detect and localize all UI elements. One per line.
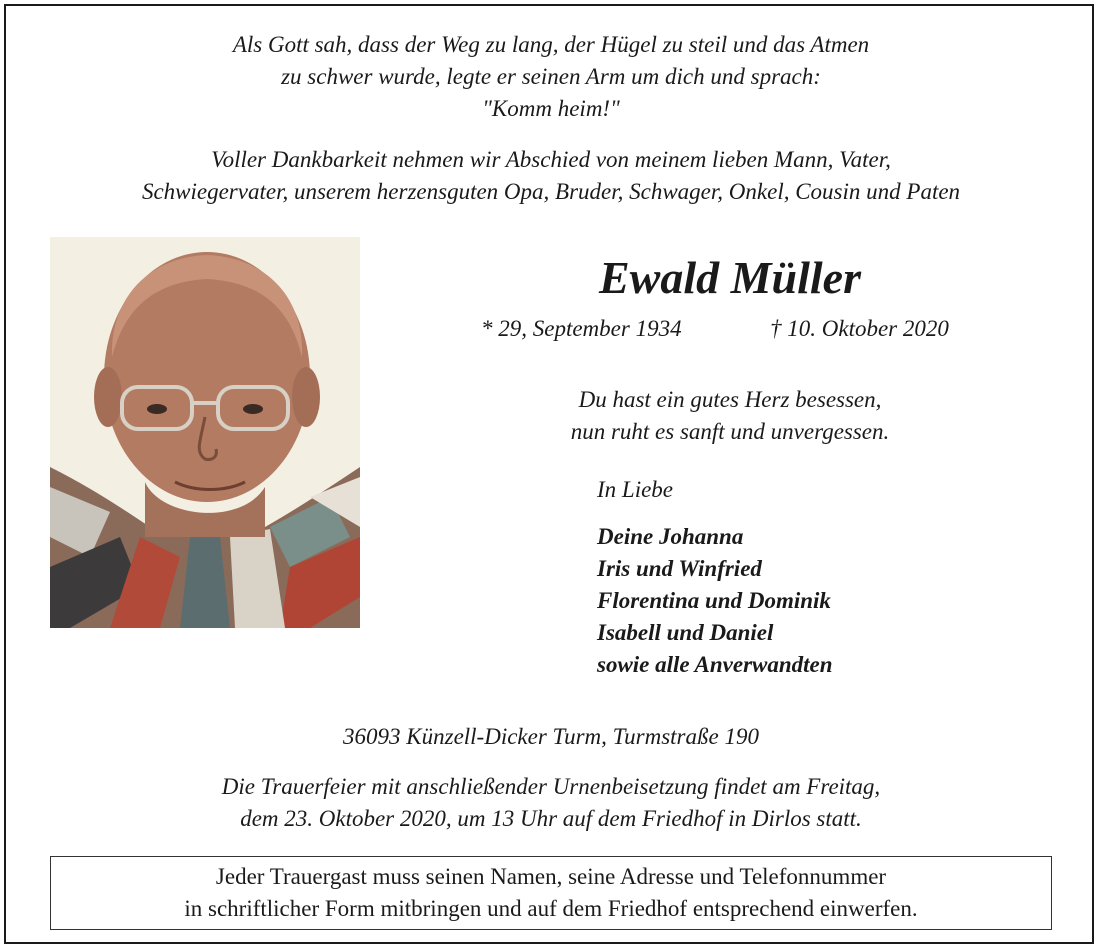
mourner-name: Isabell und Daniel bbox=[597, 620, 774, 645]
family-address: 36093 Künzell-Dicker Turm, Turmstraße 190 bbox=[343, 724, 759, 749]
intro-line-3: "Komm heim!" bbox=[482, 96, 620, 121]
signature-intro: In Liebe bbox=[597, 477, 674, 502]
mourner-name: Iris und Winfried bbox=[597, 556, 762, 581]
intro-line-1: Als Gott sah, dass der Weg zu lang, der Hügel zu steil und das Atmen bbox=[232, 32, 870, 57]
intro-line-2: zu schwer wurde, legte er seinen Arm um dich und sprach: bbox=[281, 64, 821, 89]
notice-line-2: in schriftlicher Form mitbringen und auf dem Friedhof entsprechend einwerfen. bbox=[184, 896, 918, 921]
funeral-line-2: dem 23. Oktober 2020, um 13 Uhr auf dem Friedhof in Dirlos statt. bbox=[240, 806, 862, 831]
funeral-line-1: Die Trauerfeier mit anschließender Urnenbeisetzung findet am Freitag, bbox=[221, 774, 881, 799]
mourner-name: Deine Johanna bbox=[597, 524, 744, 549]
mourner-name: sowie alle Anverwandten bbox=[597, 652, 833, 677]
mourner-name: Florentina und Dominik bbox=[597, 588, 831, 613]
notice-line-1: Jeder Trauergast muss seinen Namen, seine Adresse und Telefonnummer bbox=[215, 864, 887, 889]
farewell-line-1: Voller Dankbarkeit nehmen wir Abschied von meinem lieben Mann, Vater, bbox=[211, 147, 891, 172]
death-date: † 10. Oktober 2020 bbox=[770, 316, 949, 341]
poem-line-1: Du hast ein gutes Herz besessen, bbox=[578, 387, 882, 412]
deceased-name: Ewald Müller bbox=[598, 252, 861, 303]
farewell-line-2: Schwiegervater, unserem herzensguten Opa, Bruder, Schwager, Onkel, Cousin und Paten bbox=[141, 179, 961, 204]
covid-notice-box bbox=[50, 856, 1052, 930]
poem-line-2: nun ruht es sanft und unvergessen. bbox=[570, 419, 890, 444]
birth-date: * 29, September 1934 bbox=[481, 316, 682, 341]
portrait-photo bbox=[50, 237, 360, 628]
